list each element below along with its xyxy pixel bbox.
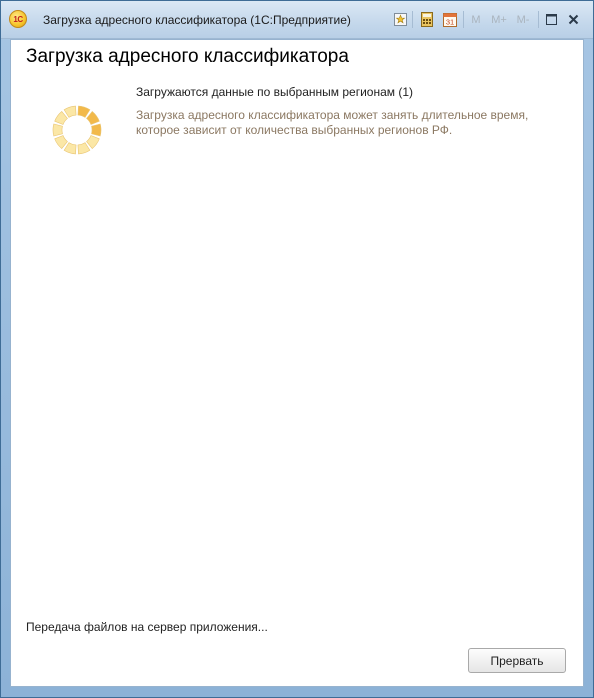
window-title: Загрузка адресного классификатора (1С:Предприятие)	[43, 13, 351, 27]
page-title: Загрузка адресного классификатора	[26, 46, 349, 67]
spinner-segment	[87, 136, 100, 149]
spinner-segment	[78, 106, 90, 117]
maximize-icon[interactable]	[544, 11, 558, 28]
spinner-segment	[53, 124, 62, 136]
spinner-segment	[64, 143, 76, 154]
spinner-segment	[55, 136, 68, 149]
toolbar-separator	[412, 11, 413, 28]
spinner-segment	[55, 111, 68, 124]
toolbar-separator	[538, 11, 539, 28]
memory-button[interactable]: M	[471, 13, 481, 26]
transfer-status-text: Передача файлов на сервер приложения...	[26, 620, 268, 634]
star-icon[interactable]	[392, 11, 408, 28]
form-content	[10, 39, 584, 687]
title-bar[interactable]	[1, 1, 593, 39]
toolbar-separator	[463, 11, 464, 28]
spinner-segment	[92, 124, 101, 136]
spinner-segment	[87, 111, 100, 124]
loading-note-text: Загрузка адресного классификатора может занять длительное время, которое зависит от количества выбранных регионов РФ.	[136, 108, 529, 137]
spinner-segment	[64, 106, 76, 117]
cancel-button[interactable]: Прервать	[468, 648, 566, 673]
calendar-icon[interactable]	[442, 11, 458, 28]
loading-spinner-icon	[51, 104, 103, 156]
svg-text:31: 31	[445, 17, 455, 27]
spinner-segment	[78, 143, 90, 154]
app-logo-icon[interactable]: 1С	[9, 10, 27, 28]
memory-subtract-button[interactable]: M-	[516, 13, 530, 26]
calculator-icon[interactable]	[419, 11, 435, 28]
loading-status-text: Загружаются данные по выбранным регионам (1)	[136, 85, 414, 99]
close-icon[interactable]	[566, 11, 580, 28]
memory-add-button[interactable]: M+	[491, 13, 507, 26]
